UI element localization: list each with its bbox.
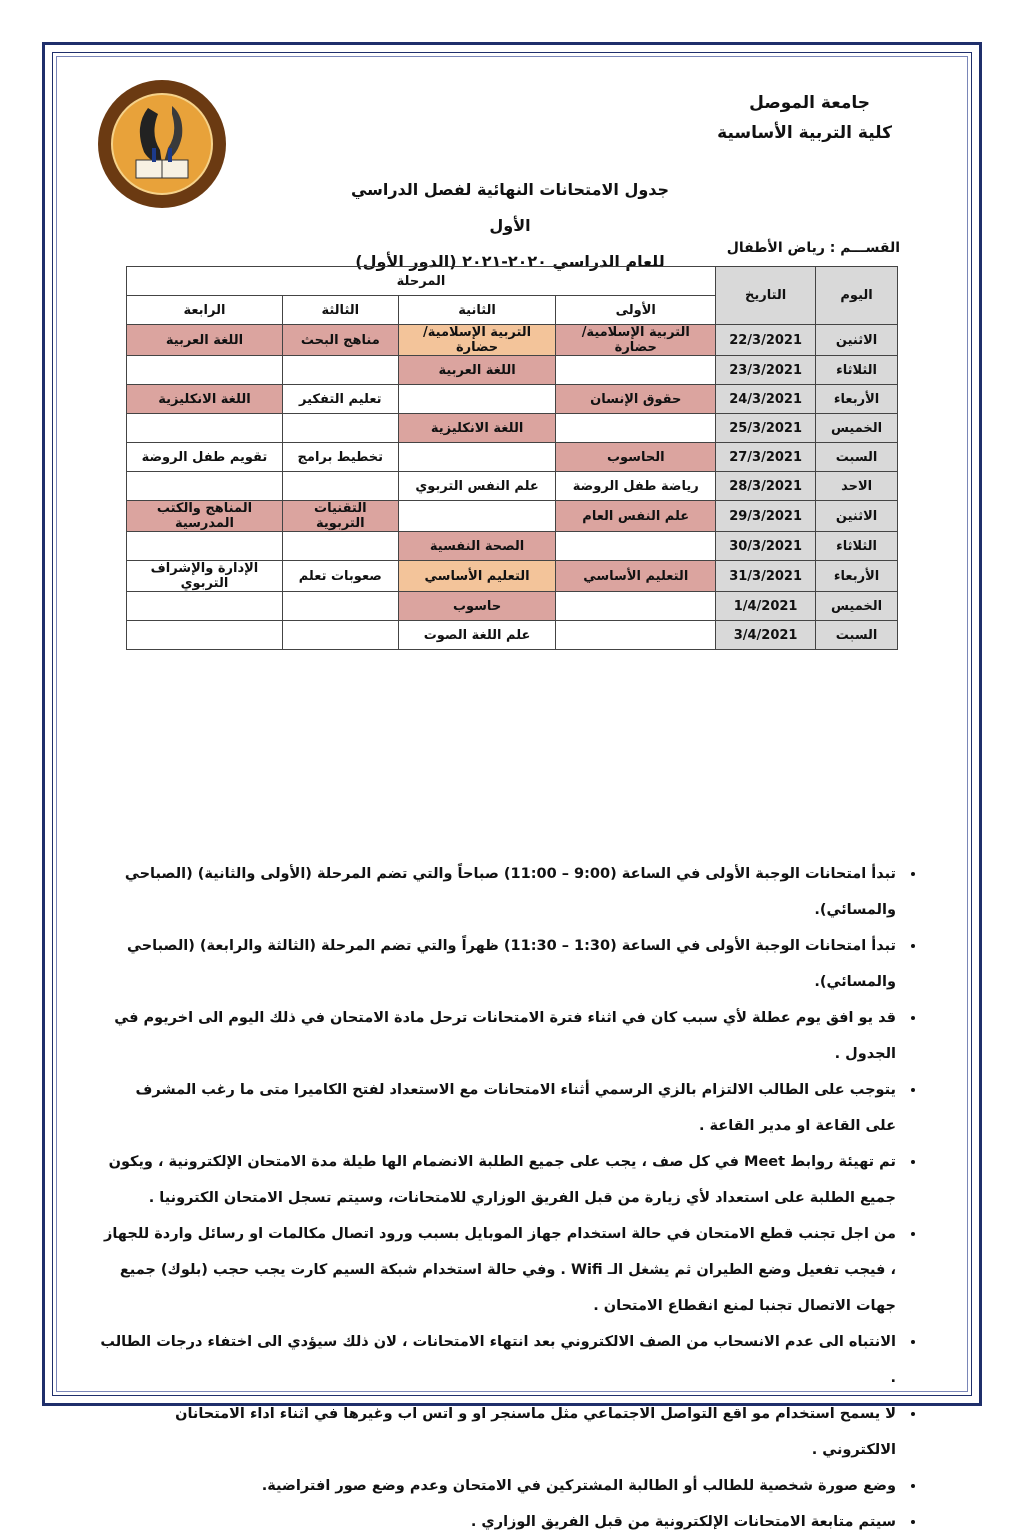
row-stage-3 bbox=[282, 356, 398, 385]
page-title bbox=[330, 172, 690, 280]
instructions-list bbox=[100, 856, 924, 1540]
row-date: 23/3/2021 bbox=[716, 356, 816, 385]
row-stage-2: الصحة النفسية bbox=[398, 532, 556, 561]
header-stage-1: الأولى bbox=[556, 296, 716, 325]
row-stage-2: اللغة الانكليزية bbox=[398, 414, 556, 443]
row-stage-4 bbox=[127, 621, 283, 650]
row-stage-4: الإدارة والإشراف التربوي bbox=[127, 561, 283, 592]
university-name: جامعة الموصل bbox=[749, 93, 870, 113]
department-label: القســـم : رياض الأطفال bbox=[726, 240, 900, 256]
row-stage-4: تقويم طفل الروضة bbox=[127, 443, 283, 472]
row-stage-3 bbox=[282, 592, 398, 621]
row-day: الأربعاء bbox=[816, 385, 898, 414]
table-row bbox=[127, 356, 898, 385]
row-stage-4 bbox=[127, 414, 283, 443]
title-line-1: جدول الامتحانات النهائية لفصل الدراسي الأول bbox=[350, 180, 670, 235]
row-stage-1: حقوق الإنسان bbox=[556, 385, 716, 414]
university-heading bbox=[717, 88, 892, 148]
row-stage-4: المناهج والكتب المدرسية bbox=[127, 501, 283, 532]
header-day: اليوم bbox=[816, 267, 898, 325]
title-line-2: للعام الدراسي ٢٠٢٠-٢٠٢١ (الدور الأول) bbox=[355, 252, 665, 271]
row-day: الأربعاء bbox=[816, 561, 898, 592]
college-seal-icon bbox=[96, 78, 228, 210]
header-stage-2: الثانية bbox=[398, 296, 556, 325]
row-day: الاثنين bbox=[816, 325, 898, 356]
header-date: التاريخ bbox=[716, 267, 816, 325]
row-stage-2 bbox=[398, 385, 556, 414]
row-stage-2: اللغة العربية bbox=[398, 356, 556, 385]
instruction-item: • تبدأ امتحانات الوجبة الأولى في الساعة (1:30 – 11:30) ظهراً والتي تضم المرحلة (الثالثة والرابعة) (الصباحي والمسائي). bbox=[100, 928, 900, 1000]
row-day: الاحد bbox=[816, 472, 898, 501]
row-stage-3: التقنيات التربوية bbox=[282, 501, 398, 532]
instruction-item: • لا يسمح استخدام مو اقع التواصل الاجتماعي مثل ماسنجر او و اتس اب وغيرها في اثناء اداء الامتحانان الالكتروني . bbox=[100, 1396, 900, 1468]
row-stage-2 bbox=[398, 501, 556, 532]
table-row bbox=[127, 472, 898, 501]
row-stage-1: الحاسوب bbox=[556, 443, 716, 472]
row-stage-2 bbox=[398, 443, 556, 472]
row-stage-4 bbox=[127, 592, 283, 621]
table-row bbox=[127, 414, 898, 443]
instruction-item: • قد يو افق يوم عطلة لأي سبب كان في اثناء فترة الامتحانات ترحل مادة الامتحان في ذلك اليوم الى اخريوم في الجدول . bbox=[100, 1000, 900, 1072]
college-name: كلية التربية الأساسية bbox=[717, 123, 892, 143]
row-stage-1: التعليم الأساسي bbox=[556, 561, 716, 592]
table-row bbox=[127, 621, 898, 650]
row-stage-2: التربية الإسلامية/حضارة bbox=[398, 325, 556, 356]
row-stage-3: تعليم التفكير bbox=[282, 385, 398, 414]
table-row bbox=[127, 443, 898, 472]
row-date: 27/3/2021 bbox=[716, 443, 816, 472]
row-day: الثلاثاء bbox=[816, 356, 898, 385]
row-date: 1/4/2021 bbox=[716, 592, 816, 621]
row-day: الثلاثاء bbox=[816, 532, 898, 561]
row-stage-4 bbox=[127, 532, 283, 561]
instruction-item: • يتوجب على الطالب الالتزام بالزي الرسمي أثناء الامتحانات مع الاستعداد لفتح الكاميرا متى ما رغب المشرف على القاعة او مدير القاعة . bbox=[100, 1072, 900, 1144]
table-row bbox=[127, 532, 898, 561]
row-stage-1: رياضة طفل الروضة bbox=[556, 472, 716, 501]
instruction-item: • سيتم متابعة الامتحانات الإلكترونية من قبل الفريق الوزاري . bbox=[100, 1504, 900, 1540]
row-date: 30/3/2021 bbox=[716, 532, 816, 561]
header-stage: المرحلة bbox=[127, 267, 716, 296]
instruction-item: • وضع صورة شخصية للطالب أو الطالبة المشتركين في الامتحان وعدم وضع صور افتراضية. bbox=[100, 1468, 900, 1504]
row-stage-4: اللغة الانكليزية bbox=[127, 385, 283, 414]
schedule-body bbox=[127, 325, 898, 650]
row-stage-3 bbox=[282, 472, 398, 501]
row-stage-4 bbox=[127, 356, 283, 385]
header-stage-4: الرابعة bbox=[127, 296, 283, 325]
row-stage-1: التربية الإسلامية/حضارة bbox=[556, 325, 716, 356]
row-stage-4: اللغة العربية bbox=[127, 325, 283, 356]
row-stage-3 bbox=[282, 532, 398, 561]
table-row bbox=[127, 385, 898, 414]
row-day: السبت bbox=[816, 621, 898, 650]
row-day: السبت bbox=[816, 443, 898, 472]
row-stage-1 bbox=[556, 414, 716, 443]
row-stage-2: علم اللغة الصوت bbox=[398, 621, 556, 650]
row-stage-2: حاسوب bbox=[398, 592, 556, 621]
row-stage-4 bbox=[127, 472, 283, 501]
row-stage-3 bbox=[282, 621, 398, 650]
table-row bbox=[127, 561, 898, 592]
exam-schedule-table bbox=[126, 266, 898, 650]
table-row bbox=[127, 501, 898, 532]
header-stage-3: الثالثة bbox=[282, 296, 398, 325]
table-row bbox=[127, 325, 898, 356]
row-date: 28/3/2021 bbox=[716, 472, 816, 501]
row-stage-3: مناهج البحث bbox=[282, 325, 398, 356]
row-date: 24/3/2021 bbox=[716, 385, 816, 414]
instruction-item: • الانتباه الى عدم الانسحاب من الصف الالكتروني بعد انتهاء الامتحانات ، لان ذلك سيؤدي الى اختفاء درجات الطالب . bbox=[100, 1324, 900, 1396]
row-date: 29/3/2021 bbox=[716, 501, 816, 532]
row-date: 31/3/2021 bbox=[716, 561, 816, 592]
row-stage-2: علم النفس التربوي bbox=[398, 472, 556, 501]
row-stage-2: التعليم الأساسي bbox=[398, 561, 556, 592]
row-stage-3: صعوبات تعلم bbox=[282, 561, 398, 592]
row-stage-1: علم النفس العام bbox=[556, 501, 716, 532]
row-day: الخميس bbox=[816, 592, 898, 621]
table-row bbox=[127, 592, 898, 621]
row-stage-1 bbox=[556, 356, 716, 385]
row-stage-3: تخطيط برامج bbox=[282, 443, 398, 472]
instruction-item: • من اجل تجنب قطع الامتحان في حالة استخدام جهاز الموبايل بسبب ورود اتصال مكالمات او رسائل واردة للجهاز ، فيجب تفعيل وضع الطيران ثم يشغل الـ Wifi . وفي حالة استخدام شبكة السيم كارت يجب حجب (بلوك) جميع جهات الاتصال تجنبا لمنع انقطاع الامتحان . bbox=[100, 1216, 900, 1324]
row-day: الاثنين bbox=[816, 501, 898, 532]
row-date: 22/3/2021 bbox=[716, 325, 816, 356]
instruction-item: • تبدأ امتحانات الوجبة الأولى في الساعة (9:00 – 11:00) صباحاً والتي تضم المرحلة (الأولى والثانية) (الصباحي والمسائي). bbox=[100, 856, 900, 928]
row-date: 3/4/2021 bbox=[716, 621, 816, 650]
row-day: الخميس bbox=[816, 414, 898, 443]
row-date: 25/3/2021 bbox=[716, 414, 816, 443]
row-stage-1 bbox=[556, 621, 716, 650]
instruction-item: • تم تهيئة روابط Meet في كل صف ، يجب على جميع الطلبة الانضمام الها طيلة مدة الامتحان الإلكترونية ، ويكون جميع الطلبة على استعداد لأي زيارة من قبل الفريق الوزاري للامتحانات، وسيتم تسجل الامتحان الكترونيا . bbox=[100, 1144, 900, 1216]
row-stage-3 bbox=[282, 414, 398, 443]
row-stage-1 bbox=[556, 532, 716, 561]
row-stage-1 bbox=[556, 592, 716, 621]
